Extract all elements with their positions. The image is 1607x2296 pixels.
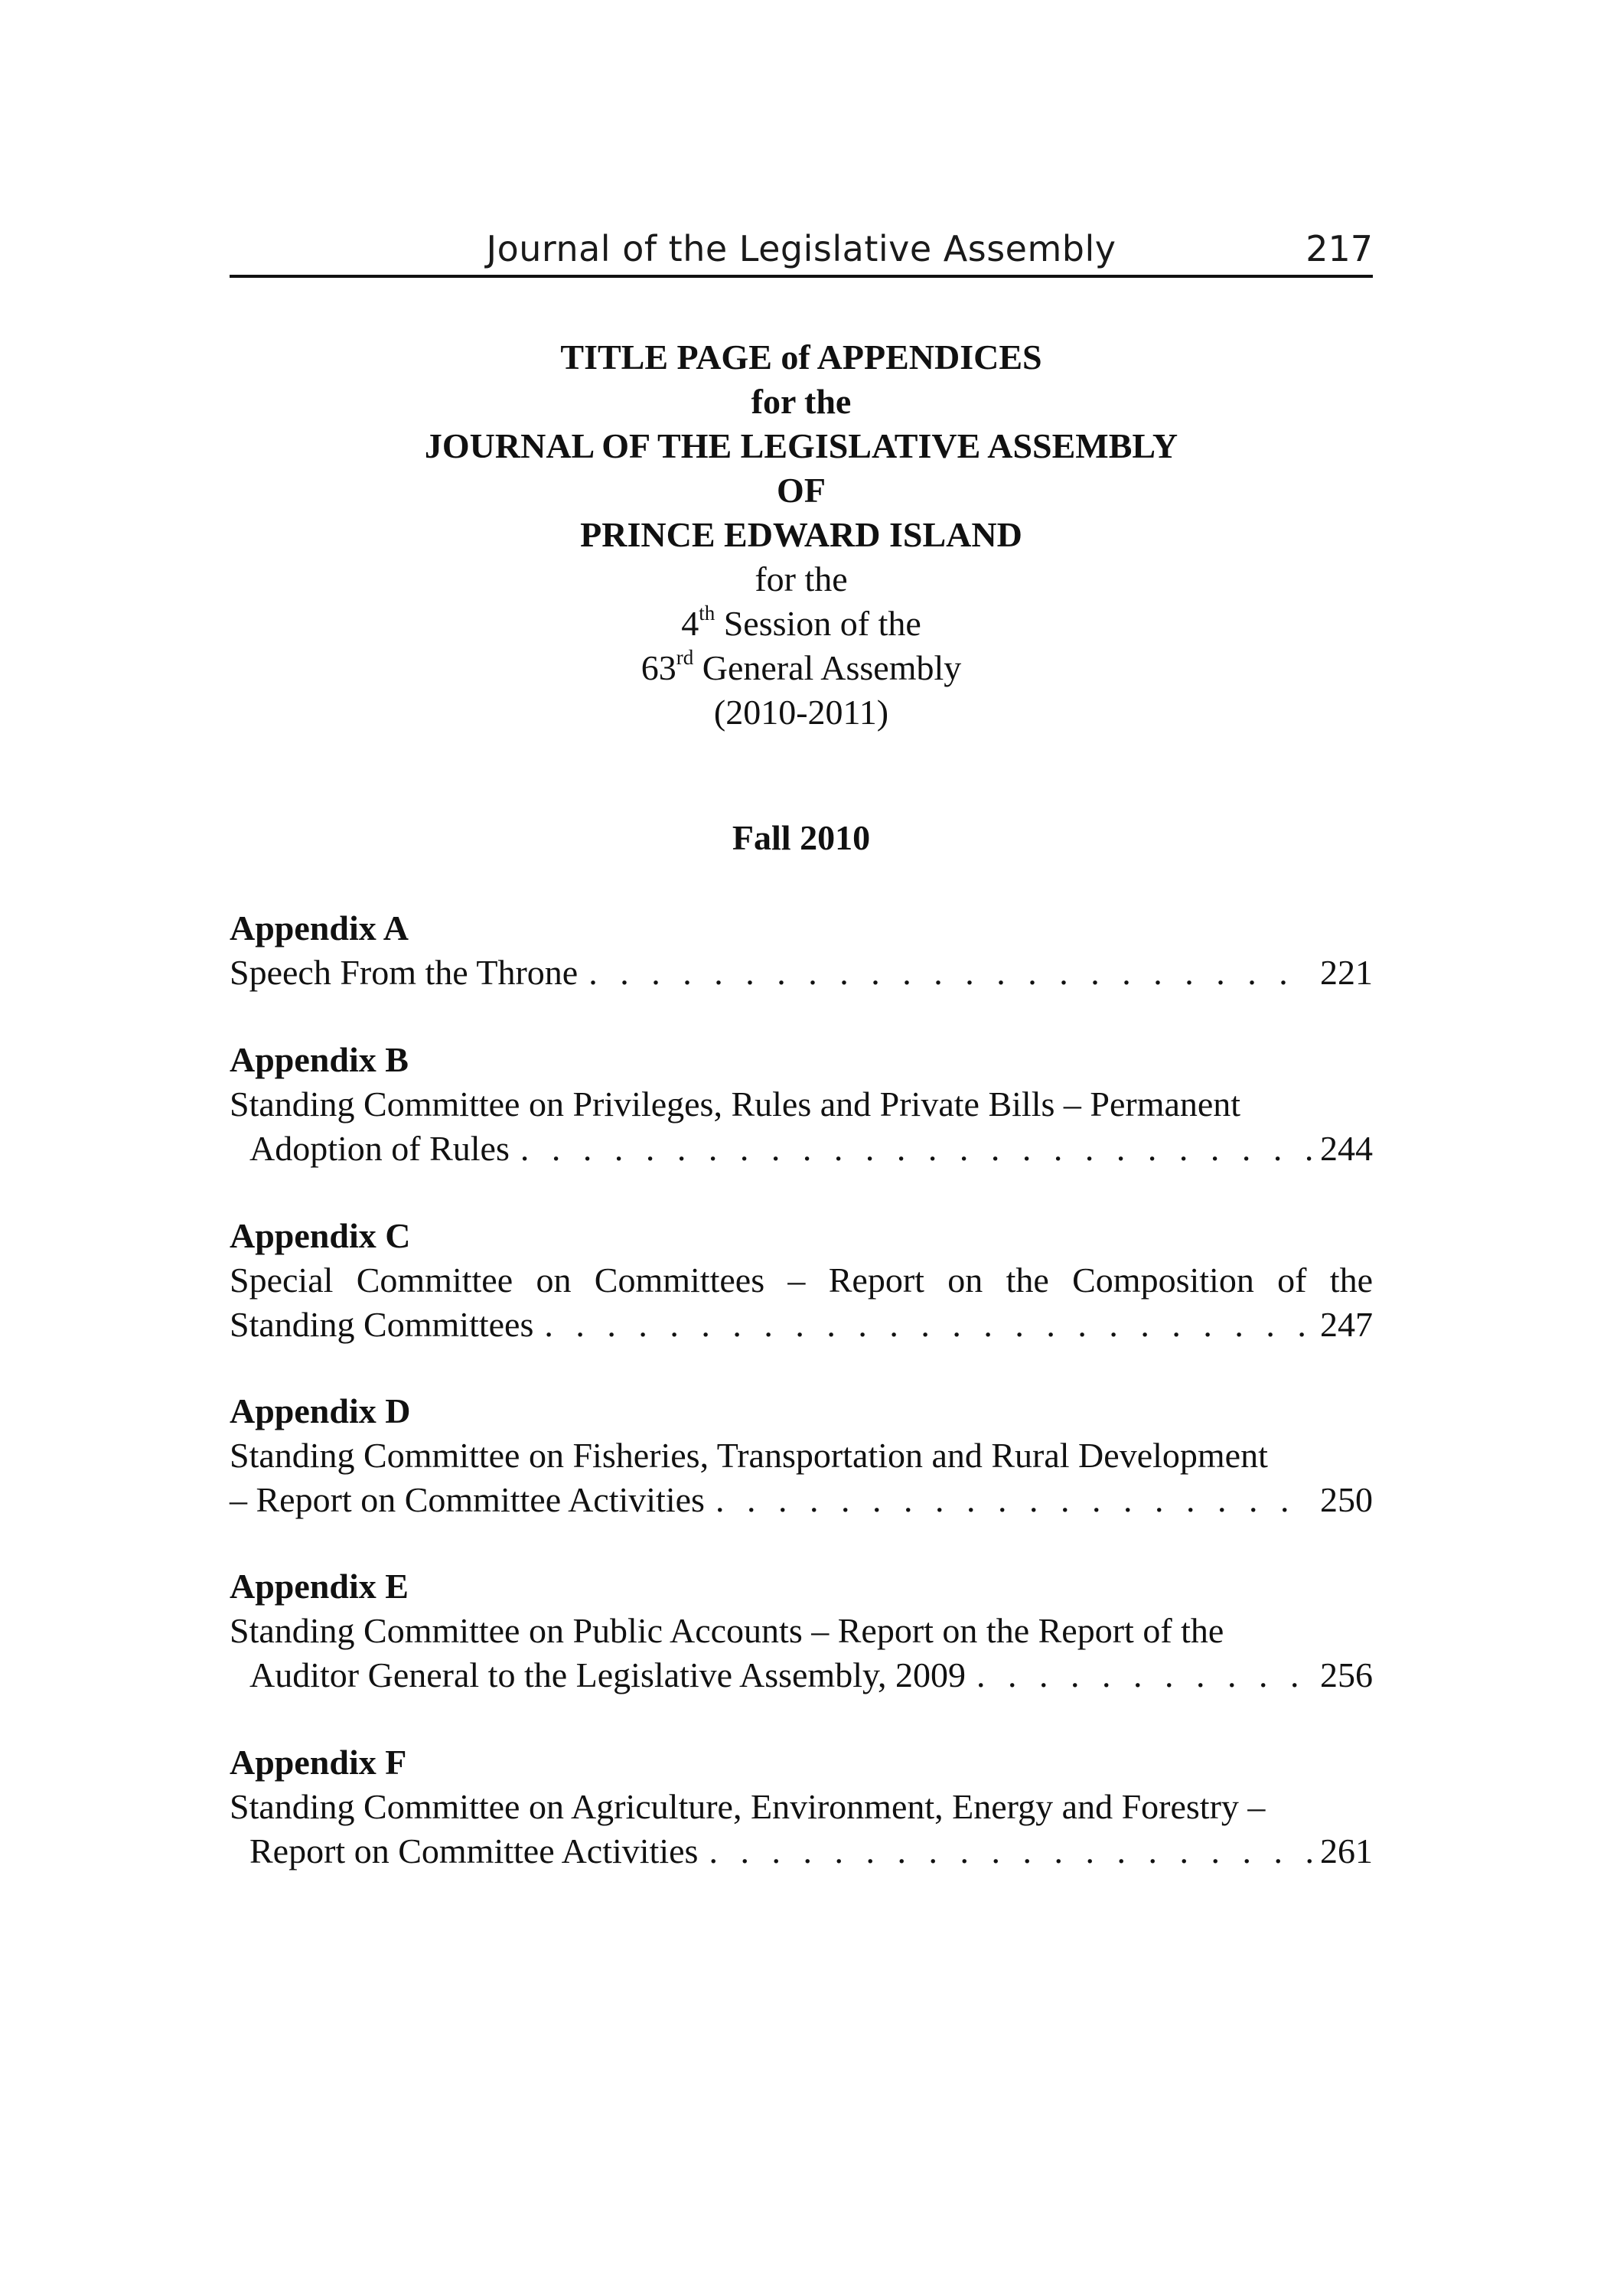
toc-line: [230, 1127, 1373, 1171]
years-line: (2010-2011): [713, 693, 889, 732]
dot-leader: [544, 1303, 1312, 1347]
header-rule: [230, 275, 1373, 278]
appendix-entry: [230, 1214, 1373, 1347]
title-line: for the: [755, 559, 848, 598]
title-line: PRINCE EDWARD ISLAND: [580, 515, 1022, 554]
assembly-ordinal: rd: [676, 645, 694, 669]
session-ordinal: th: [699, 601, 715, 625]
session-number: 4: [681, 604, 699, 643]
toc-page-number: 244: [1320, 1129, 1373, 1168]
title-line: OF: [777, 471, 826, 510]
toc-title: Standing Committees: [230, 1305, 534, 1344]
appendix-heading: Appendix E: [230, 1567, 409, 1606]
toc-title: Report on Committee Activities: [249, 1831, 699, 1870]
appendix-entry: [230, 1038, 1373, 1171]
assembly-number: 63: [641, 648, 676, 687]
appendix-entry: [230, 1389, 1373, 1522]
title-line: TITLE PAGE of APPENDICES: [560, 338, 1042, 377]
assembly-line: [230, 646, 1373, 690]
appendix-heading: Appendix A: [230, 908, 409, 947]
toc-title-line: Standing Committee on Agriculture, Environment, Energy and Forestry –: [230, 1787, 1266, 1826]
toc-line: [230, 951, 1373, 995]
dot-leader: [709, 1829, 1312, 1874]
page-number: 217: [1305, 228, 1373, 269]
toc-page-number: 256: [1320, 1655, 1373, 1694]
title-line: for the: [751, 382, 852, 421]
toc-page-number: 250: [1320, 1480, 1373, 1519]
season-heading: Fall 2010: [732, 818, 871, 857]
toc-line: [230, 1829, 1373, 1874]
session-line: [230, 602, 1373, 646]
toc-title: Speech From the Throne: [230, 953, 579, 992]
toc-title: Auditor General to the Legislative Assembly, 2009: [249, 1655, 966, 1694]
session-text: Session of the: [715, 604, 921, 643]
appendix-heading: Appendix C: [230, 1216, 411, 1255]
running-head-title: Journal of the Legislative Assembly: [486, 228, 1116, 269]
appendix-entry: [230, 1740, 1373, 1874]
toc-page-number: 221: [1320, 953, 1373, 992]
running-head: [230, 228, 1373, 277]
toc-title-line: Standing Committee on Privileges, Rules and Private Bills – Permanent: [230, 1084, 1241, 1124]
dot-leader: [715, 1478, 1312, 1522]
assembly-text: General Assembly: [693, 648, 962, 687]
toc-page-number: 261: [1320, 1831, 1373, 1870]
title-line: JOURNAL OF THE LEGISLATIVE ASSEMBLY: [424, 426, 1178, 465]
toc-title-line: Standing Committee on Fisheries, Transportation and Rural Development: [230, 1436, 1268, 1475]
appendix-heading: Appendix F: [230, 1743, 407, 1782]
dot-leader: [588, 951, 1312, 995]
toc-title: – Report on Committee Activities: [230, 1480, 705, 1519]
appendix-entry: [230, 906, 1373, 995]
dot-leader: [520, 1127, 1312, 1171]
toc-title-line: Standing Committee on Public Accounts – Report on the Report of the: [230, 1611, 1224, 1650]
dot-leader: [976, 1653, 1312, 1698]
appendix-entry: [230, 1564, 1373, 1698]
toc-line: [230, 1478, 1373, 1522]
appendix-heading: Appendix B: [230, 1040, 409, 1079]
toc-title: Adoption of Rules: [249, 1129, 510, 1168]
appendix-heading: Appendix D: [230, 1391, 411, 1430]
title-block: [230, 335, 1373, 735]
toc-page-number: 247: [1320, 1305, 1373, 1344]
toc-line: [230, 1653, 1373, 1698]
toc-title-line: Special Committee on Committees – Report on the Composition of the: [230, 1261, 1373, 1300]
toc-line: [230, 1303, 1373, 1347]
